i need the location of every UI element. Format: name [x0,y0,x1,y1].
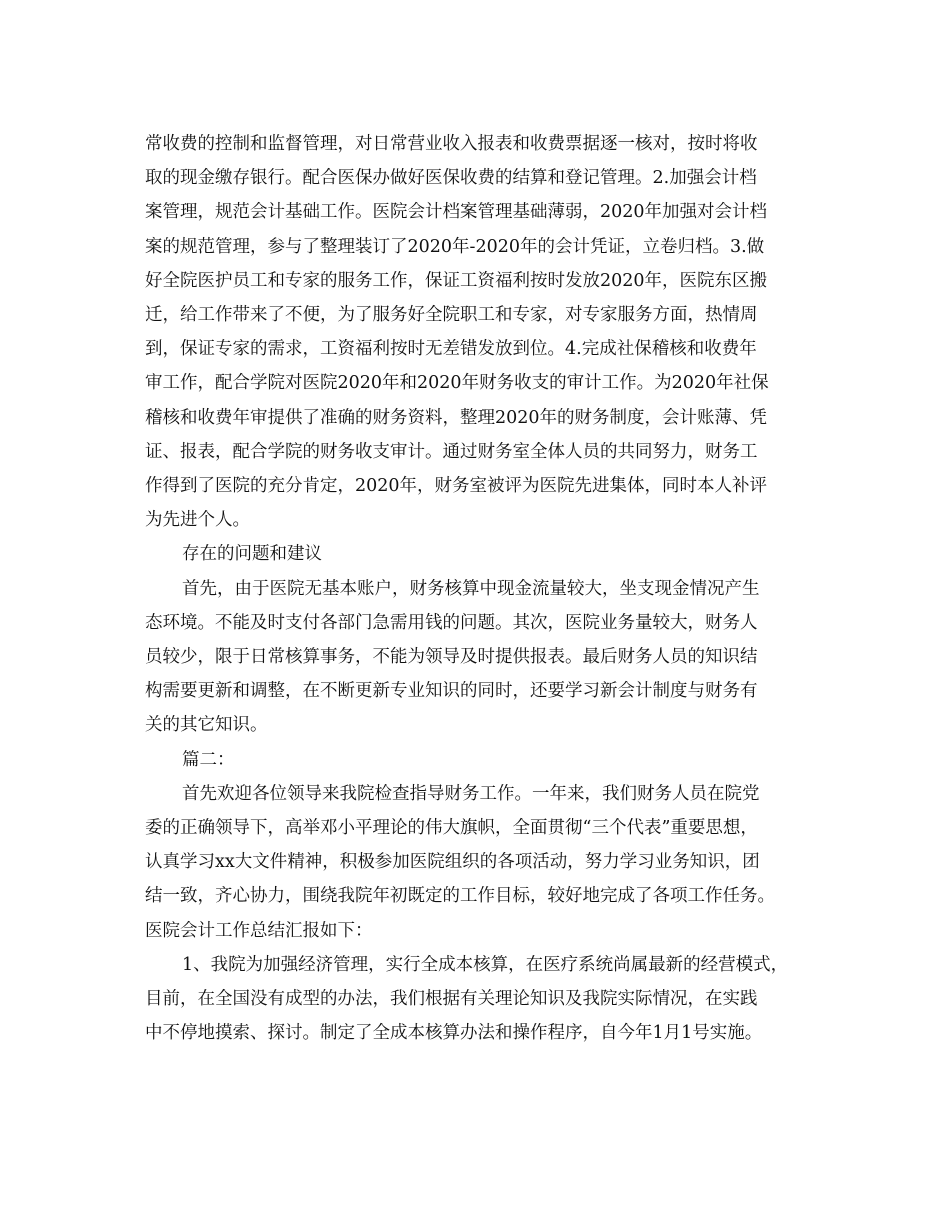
text-line: 稽核和收费年审提供了准确的财务资料，整理2020年的财务制度，会计账薄、凭 [145,407,768,428]
text-line: 案管理，规范会计基础工作。医院会计档案管理基础薄弱，2020年加强对会计档 [145,202,768,223]
text-line: 1、我院为加强经济管理，实行全成本核算，在医疗系统尚属最新的经营模式， [182,954,789,975]
text-line: 存在的问题和建议 [182,544,322,565]
text-line: 常收费的控制和监督管理，对日常营业收入报表和收费票据逐一核对，按时将收 [145,134,758,154]
text-line: 好全院医护员工和专家的服务工作，保证工资福利按时发放2020年，医院东区搬 [145,270,768,291]
paragraph [145,572,823,743]
paragraph [145,127,823,537]
text-line: 员较少，限于日常核算事务，不能为领导及时提供报表。最后财务人员的知识结 [145,647,758,668]
text-line: 结一致，齐心协力，围绕我院年初既定的工作目标，较好地完成了各项工作任务。 [145,886,775,907]
paragraph [145,777,823,948]
text-line: 作得到了医院的充分肯定，2020年，财务室被评为医院先进集体，同时本人补评 [145,476,768,497]
paragraph [145,743,823,777]
text-line: 医院会计工作总结汇报如下： [145,920,373,941]
text-line: 取的现金缴存银行。配合医保办做好医保收费的结算和登记管理。2.加强会计档 [145,168,757,189]
text-line: 中不停地摸索、探讨。制定了全成本核算办法和操作程序，自今年1月1号实施。 [145,1023,763,1044]
text-line: 委的正确领导下，高举邓小平理论的伟大旗帜，全面贯彻“三个代表”重要思想， [145,818,758,839]
document-body [145,127,823,1050]
text-line: 证、报表，配合学院的财务收支审计。通过财务室全体人员的共同努力，财务工 [145,441,758,462]
text-line: 关的其它知识。 [145,715,268,736]
text-line: 到，保证专家的需求，工资福利按时无差错发放到位。4.完成社保稽核和收费年 [145,339,757,360]
paragraph [145,948,823,1051]
text-line: 目前，在全国没有成型的办法，我们根据有关理论知识及我院实际情况，在实践 [145,989,758,1010]
text-line: 态环境。不能及时支付各部门急需用钱的问题。其次，医院业务量较大，财务人 [145,612,758,633]
text-line: 迁，给工作带来了不便，为了服务好全院职工和专家，对专家服务方面，热情周 [145,305,758,326]
text-line: 认真学习xx大文件精神，积极参加医院组织的各项活动，努力学习业务知识，团 [145,852,760,873]
text-line: 审工作，配合学院对医院2020年和2020年财务收支的审计工作。为2020年社保 [145,373,769,394]
text-line: 为先进个人。 [145,510,250,531]
text-line: 篇二： [182,749,235,770]
text-line: 首先欢迎各位领导来我院检查指导财务工作。一年来，我们财务人员在院党 [182,783,760,804]
text-line: 案的规范管理，参与了整理装订了2020年-2020年的会计凭证，立卷归档。3.做 [145,236,765,257]
text-line: 构需要更新和调整，在不断更新专业知识的同时，还要学习新会计制度与财务有 [145,681,758,702]
text-line: 首先，由于医院无基本账户，财务核算中现金流量较大，坐支现金情况产生 [182,578,760,599]
paragraph [145,537,823,571]
